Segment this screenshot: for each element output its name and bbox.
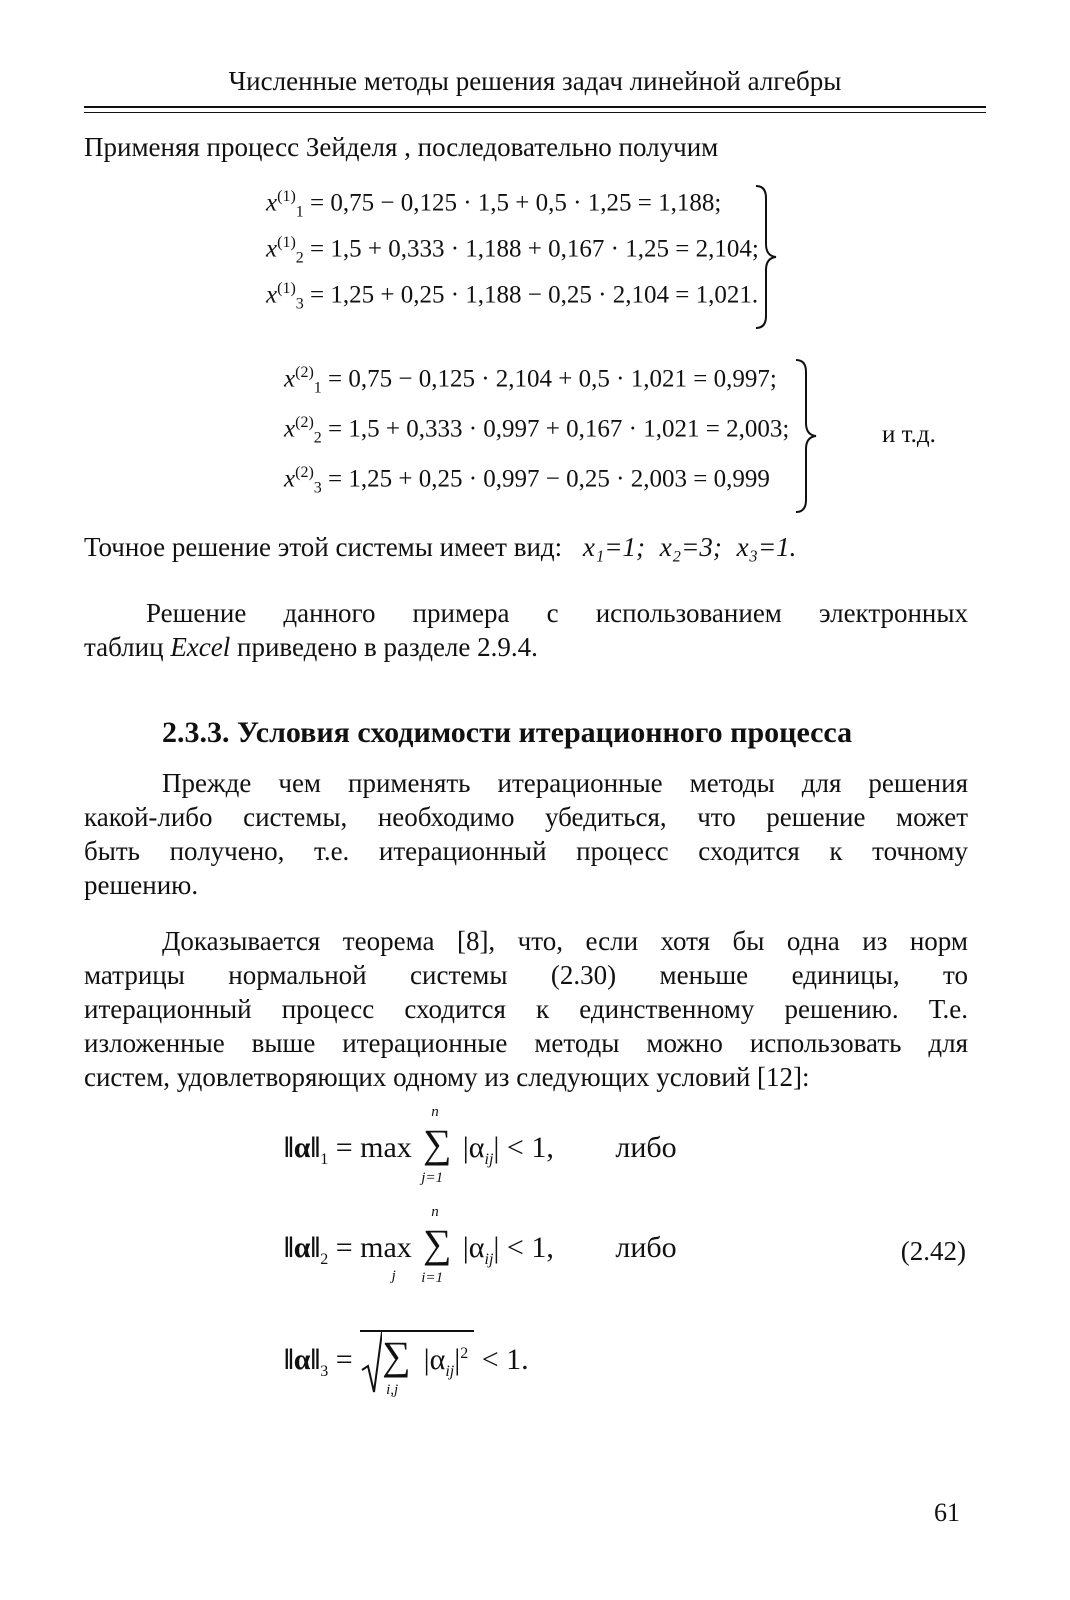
paragraph-1: Прежде чем применять итерационные методы для решения какой-либо системы, необходимо убедиться, что решение может быть получено, т.е. итерационный процесс сходится к точному решению. (84, 768, 968, 900)
equation-line: $x^{(1)}_2 = 1,5 + 0,333 \cdot 1,188 + 0,167 \cdot 1,25 = 2,104$; (266, 234, 759, 267)
equation-number: (2.42) (900, 1236, 966, 1266)
norm-1-formula: $‖\alpha‖_1 = \max$ n ∑ j=1 $|\alpha_{ij}| < 1$, либо (284, 1104, 677, 1186)
equation-line: $x^{(2)}_1 = 0,75 - 0,125 \cdot 2,104 + 0,5 \cdot 1,021 = 0,997$; (284, 364, 777, 397)
section-heading: 2.3.3. Условия сходимости итерационного процесса (162, 716, 853, 749)
intro-text: Применяя процесс Зейделя , последовательно получим (84, 132, 719, 162)
header-rule (84, 106, 986, 108)
equation-line: $x^{(1)}_1 = 0,75 - 0,125 \cdot 1,5 + 0,5 \cdot 1,25 = 1,188$; (266, 188, 722, 221)
radical-sign (360, 1330, 382, 1394)
etc-text: и т.д. (882, 421, 936, 448)
running-title: Численные методы решения задач линейной алгебры (228, 66, 842, 96)
sum-symbol: ∑ i,j (382, 1333, 411, 1398)
excel-paragraph: Решение данного примера с использованием электронных таблиц Excel приведено в разделе 2.9.4. (84, 598, 968, 662)
sum-symbol: n ∑ j=1 (421, 1104, 452, 1186)
square-root: ∑ i,j $|\alpha_{ij}|^2$ (360, 1330, 474, 1381)
equation-line: $x^{(2)}_3 = 1,25 + 0,25 \cdot 0,997 - 0,25 \cdot 2,003 = 0,999$ (284, 464, 770, 497)
equation-line: $x^{(2)}_2 = 1,5 + 0,333 \cdot 0,997 + 0,167 \cdot 1,021 = 2,003$; (284, 414, 790, 447)
header-rule-thin (84, 112, 986, 113)
exact-solution: Точное решение этой системы имеет вид: x₁=1; x₂=3; x₃=1. (84, 532, 797, 562)
right-brace-2 (792, 356, 822, 516)
iteration-1-block (266, 188, 786, 326)
norm-2-formula: $‖\alpha‖_2 = \max$ j n ∑ i=1 $|\alpha_{ij}| < 1$, либо (284, 1204, 677, 1286)
equation-line: $x^{(1)}_3 = 1,25 + 0,25 \cdot 1,188 - 0,25 \cdot 2,104 = 1,021$. (266, 280, 759, 313)
iteration-2-block (284, 364, 804, 514)
norm-3-formula: $‖\alpha‖_3$ = ∑ i,j $|\alpha_{ij}|^2 < 1$. (284, 1330, 529, 1381)
sum-symbol: n ∑ i=1 (421, 1204, 452, 1286)
page-number: 61 (934, 1498, 960, 1527)
paragraph-2: Доказывается теорема [8], что, если хотя бы одна из норм матрицы нормальной системы (2.30) меньше единицы, то итерационный процесс сходится к единственному решению. Т.е. изложенные выше итерационные методы можно использовать для систем, удовлетворяющих одному из следующих условий [12]: (84, 926, 968, 1092)
right-brace-1 (752, 182, 782, 332)
